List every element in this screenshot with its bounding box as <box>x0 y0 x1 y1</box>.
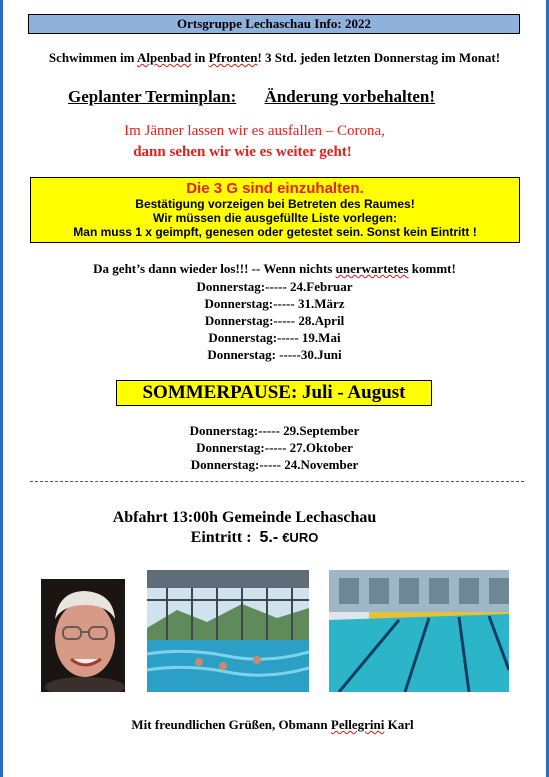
plan-note: Änderung vorbehalten! <box>264 87 436 106</box>
intro-line <box>0 50 549 66</box>
date-november: Donnerstag:----- 24.November <box>190 457 359 472</box>
summer-break-label: SOMMERPAUSE: Juli - August <box>142 382 406 403</box>
january-note-1: Im Jänner lassen wir es ausfallen – Corona, <box>124 123 385 139</box>
intro-post: ! 3 Std. jeden letzten Donnerstag im Monat! <box>257 50 501 65</box>
notice-line-1: Bestätigung vorzeigen bei Betreten des Raumes! <box>135 197 415 211</box>
date-april: Donnerstag:----- 28.April <box>204 313 345 328</box>
dashed-divider <box>30 481 524 482</box>
date-september: Donnerstag:----- 29.September <box>189 423 360 438</box>
notice-title: Die 3 G sind einzuhalten. <box>186 180 364 197</box>
entry-currency: €URO <box>282 530 319 545</box>
plan-heading: Geplanter Terminplan: <box>68 87 237 106</box>
restart-word: unerwartetes <box>335 261 409 276</box>
january-note-2: dann sehen wir wie es weiter geht! <box>133 144 352 160</box>
restart-pre: Da geht’s dann wieder los!!! -- Wenn nichts <box>93 261 336 276</box>
notice-line-2: Wir müssen die ausgefüllte Liste vorlegen: <box>153 211 397 225</box>
closing-line <box>0 717 547 733</box>
date-oktober: Donnerstag:----- 27.Oktober <box>196 440 353 455</box>
entry-line <box>0 529 529 547</box>
closing-pre: Mit freundlichen Grüßen, Obmann <box>131 717 331 732</box>
intro-place-pfronten: Pfronten <box>208 50 258 65</box>
intro-pre: Schwimmen im <box>48 50 138 65</box>
intro-place-alpenbad: Alpenbad <box>137 50 192 65</box>
date-maerz: Donnerstag:----- 31.März <box>204 296 345 311</box>
restart-post: kommt! <box>408 261 456 276</box>
summer-break-box <box>116 380 432 406</box>
plan-heading-line <box>68 87 488 107</box>
header-title: Ortsgruppe Lechaschau Info: 2022 <box>177 16 371 31</box>
notice-line-3: Man muss 1 x geimpft, genesen oder getestet sein. Sonst kein Eintritt ! <box>73 225 477 239</box>
closing-post: Karl <box>384 717 414 732</box>
intro-mid: in <box>191 50 209 65</box>
covid-notice-box <box>30 177 520 243</box>
header-banner <box>28 14 520 34</box>
date-juni: Donnerstag: -----30.Juni <box>207 347 342 362</box>
entry-label: Eintritt : <box>190 529 252 546</box>
date-februar: Donnerstag:----- 24.Februar <box>196 279 353 294</box>
date-mai: Donnerstag:----- 19.Mai <box>208 330 341 345</box>
indoor-pool-photo <box>147 570 309 692</box>
closing-name: Pellegrini <box>330 717 385 732</box>
pool-lanes-photo <box>329 570 509 692</box>
departure-line: Abfahrt 13:00h Gemeinde Lechaschau <box>112 509 377 526</box>
portrait-photo <box>41 579 125 692</box>
restart-line <box>0 261 549 277</box>
entry-price: 5.- <box>259 529 279 546</box>
